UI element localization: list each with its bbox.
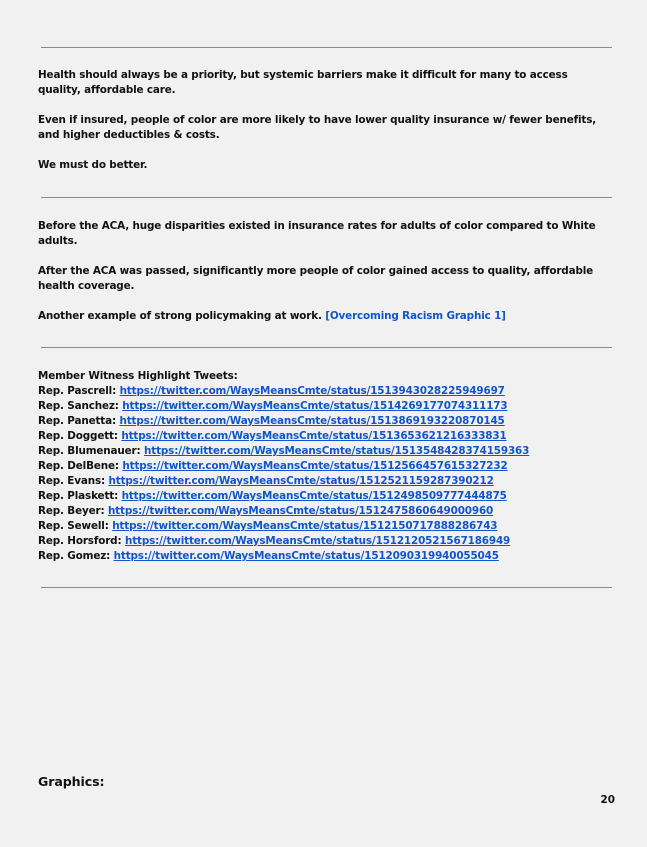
rep-label: Rep. Plaskett:	[38, 490, 119, 502]
tweet-link[interactable]: https://twitter.com/WaysMeansCmte/status/1512475860649000960	[107, 505, 494, 517]
tweet-row	[38, 444, 598, 459]
paragraph	[38, 309, 598, 324]
tweet-link[interactable]: https://twitter.com/WaysMeansCmte/status/1513653621216333831	[121, 430, 507, 442]
tweets-heading: Member Witness Highlight Tweets:	[38, 370, 238, 382]
rep-label: Rep. Pascrell:	[38, 385, 117, 397]
paragraph: After the ACA was passed, significantly more people of color gained access to quality, affordable health coverage.	[38, 265, 594, 292]
tweet-link[interactable]: https://twitter.com/WaysMeansCmte/status/1513548428374159363	[144, 445, 530, 457]
tweet-link[interactable]: https://twitter.com/WaysMeansCmte/status/1512150717888286743	[112, 520, 498, 532]
paragraph: Before the ACA, huge disparities existed in insurance rates for adults of color compared to White adults.	[38, 220, 596, 247]
graphics-heading: Graphics:	[38, 774, 105, 789]
section-health-priority	[38, 68, 598, 173]
tweet-link[interactable]: https://twitter.com/WaysMeansCmte/status/1512090319940055045	[113, 550, 499, 562]
rep-label: Rep. Horsford:	[38, 535, 122, 547]
paragraph: Health should always be a priority, but systemic barriers make it difficult for many to access quality, affordable care.	[38, 69, 568, 96]
tweet-row	[38, 534, 598, 549]
tweet-row	[38, 489, 598, 504]
tweet-row	[38, 399, 598, 414]
tweet-link[interactable]: https://twitter.com/WaysMeansCmte/status/1514269177074311173	[122, 400, 508, 412]
graphic-reference-link[interactable]: [Overcoming Racism Graphic 1]	[325, 310, 506, 322]
paragraph-text: Another example of strong policymaking at work.	[38, 310, 326, 322]
tweet-row	[38, 504, 598, 519]
rep-label: Rep. Panetta:	[38, 415, 116, 427]
tweet-row	[38, 414, 598, 429]
tweet-row	[38, 519, 598, 534]
rep-label: Rep. DelBene:	[38, 460, 119, 472]
rep-label: Rep. Sanchez:	[38, 400, 119, 412]
divider-line	[41, 587, 612, 588]
rep-label: Rep. Sewell:	[38, 520, 109, 532]
tweet-row	[38, 384, 598, 399]
tweet-link[interactable]: https://twitter.com/WaysMeansCmte/status/1512120521567186949	[124, 535, 511, 547]
tweet-link[interactable]: https://twitter.com/WaysMeansCmte/status/1513943028225949697	[119, 385, 505, 397]
rep-label: Rep. Gomez:	[38, 550, 111, 562]
tweet-link[interactable]: https://twitter.com/WaysMeansCmte/status/1513869193220870145	[119, 415, 505, 427]
tweet-row	[38, 459, 598, 474]
tweet-link[interactable]: https://twitter.com/WaysMeansCmte/status/1512521159287390212	[108, 475, 494, 487]
section-aca	[38, 219, 598, 324]
divider-line	[41, 347, 612, 348]
rep-label: Rep. Doggett:	[38, 430, 118, 442]
paragraph: We must do better.	[38, 159, 148, 171]
tweet-row	[38, 474, 598, 489]
paragraph: Even if insured, people of color are more likely to have lower quality insurance w/ fewer benefits, and higher deductibles & costs.	[38, 114, 597, 141]
page-number: 20	[600, 794, 615, 806]
tweet-list	[38, 384, 598, 564]
tweet-link[interactable]: https://twitter.com/WaysMeansCmte/status/1512566457615327232	[122, 460, 508, 472]
tweet-row	[38, 429, 598, 444]
divider-line	[41, 197, 612, 198]
rep-label: Rep. Blumenauer:	[38, 445, 141, 457]
divider-line	[41, 47, 612, 48]
section-tweets	[38, 369, 598, 564]
tweet-row	[38, 549, 598, 564]
tweet-link[interactable]: https://twitter.com/WaysMeansCmte/status/1512498509777444875	[121, 490, 507, 502]
rep-label: Rep. Beyer:	[38, 505, 105, 517]
rep-label: Rep. Evans:	[38, 475, 106, 487]
